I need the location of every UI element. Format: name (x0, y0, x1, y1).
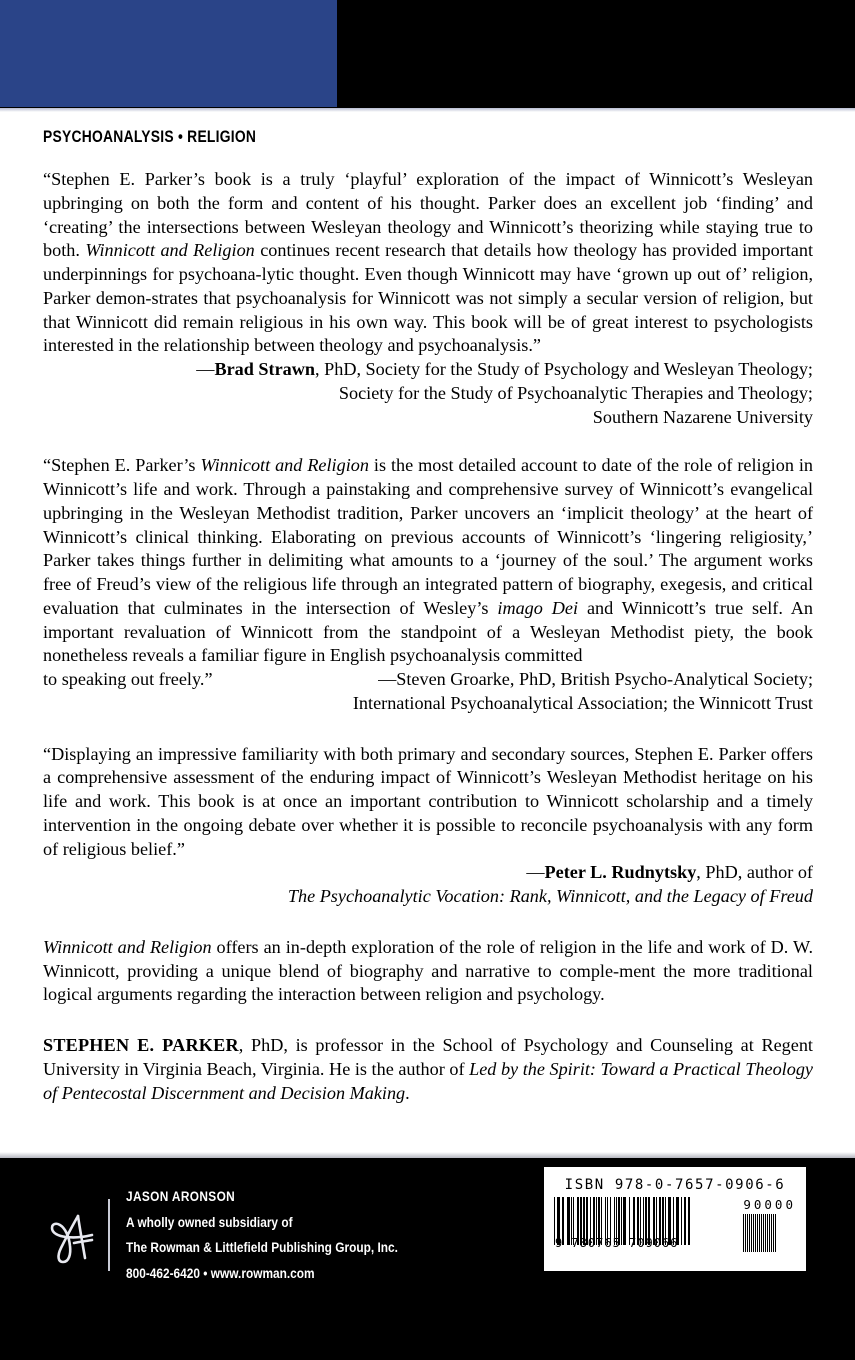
review-quote-1-part2: continues recent research that details how theology has provided important underpinnings for psychoana-lytic thought. Even though Winnicott may have ‘grown up out of’ religion, Parker demon-strates that psychoanalysis for Winnicott was not simply a secular version of religion, but that Winnicott did remain religious in his own way. This book will be of great interest to psychologists interested in the relationship between theology and psychoanalysis.” (43, 240, 814, 356)
ean5-digits: 90000 (743, 1197, 796, 1212)
attribution-3-book-title: The Psychoanalytic Vocation: Rank, Winnicott, and the Legacy of Freud (287, 886, 813, 907)
isbn-barcode (544, 1167, 806, 1271)
top-banner (0, 0, 855, 108)
spacer-4 (43, 1007, 813, 1034)
attribution-dash-1: — (196, 359, 215, 380)
author-bio-text-2: . (405, 1082, 410, 1103)
review-block-1 (43, 168, 813, 429)
author-bio-text-1: , PhD, is professor in the School of Psychology and Counseling at Regent University in Virginia Beach, Virginia. He is the author of (43, 1035, 813, 1079)
attribution-rest-2: , PhD, British Psycho-Analytical Society; (509, 669, 813, 690)
spacer-1 (43, 429, 813, 454)
attribution-name-1: Brad Strawn (214, 359, 316, 380)
back-cover-content (43, 128, 813, 1105)
author-name: STEPHEN E. PARKER (43, 1035, 239, 1056)
banner-shadow (0, 108, 855, 112)
review-quote-1-title: Winnicott and Religion (85, 240, 255, 261)
review-quote-2-italic-phrase: imago Dei (497, 597, 579, 618)
description-title: Winnicott and Religion (43, 936, 212, 957)
spacer-3 (43, 909, 813, 936)
publisher-info (48, 1190, 435, 1280)
attribution-rest-3: , PhD, author of (696, 862, 813, 883)
review-quote-1 (43, 168, 813, 358)
review-quote-2-lastline: to speaking out freely.” (43, 669, 213, 690)
review-quote-2 (43, 454, 813, 668)
review-attribution-2-line1 (43, 668, 813, 692)
publisher-contact-line[interactable]: 800-462-6420 • www.rowman.com (126, 1265, 315, 1281)
review-attribution-3-line2 (43, 885, 813, 909)
publisher-divider (108, 1199, 110, 1271)
spacer-2 (43, 716, 813, 743)
publisher-name: JASON ARONSON (126, 1189, 236, 1204)
description-text: offers an in-depth exploration of the role of religion in the life and work of D. W. Winnicott, providing a unique blend of biography and narrative to comple-ment the more traditional logical arguments regarding the interaction between religion and psychology. (43, 936, 814, 1005)
book-description (43, 936, 813, 1007)
review-quote-3: “Displaying an impressive familiarity with both primary and secondary sources, Stephen E. Parker offers a comprehensive assessment of the enduring impact of Winnicott’s Wesleyan Methodist heritage on his life and work. This book is at once an important contribution to Winnicott scholarship and a timely intervention in the ongoing debate over whether it is possible to reconcile psychoanalysis with any form of religious belief.” (43, 743, 813, 859)
ean5-bars (743, 1214, 796, 1252)
review-attribution-3-line1 (43, 861, 813, 885)
barcode-bars-row (544, 1193, 806, 1252)
review-quote-1-part1: “Stephen E. Parker’s book is a truly ‘playful’ exploration of the impact of Winnicott’s Wesleyan upbringing on both the form and content of his thought. Parker does an excellent job ‘finding’ and ‘creating’ the intersections between Wesleyan theology and Winnicott’s theorizing while staying true to both. (43, 169, 813, 261)
review-quote-2-part2: is the most detailed account to date of the role of religion in Winnicott’s life and work. Through a painstaking and comprehensive survey of Winnicott’s evangelical upbringing in the Wesleyan Methodist tradition, Parker uncovers an ‘implicit theology’ at the heart of Winnicott’s clinical thinking. Elaborating on previous accounts of Winnicott’s ‘lingering religiosity,’ Parker takes things further in delimiting what amounts to a ‘journey of the soul.’ The argument works free of Freud’s view of the religious life through an integrated pattern of biography, exegesis, and critical evaluation that culminates in the intersection of Wesley’s (43, 455, 813, 618)
ean5-addon-barcode (743, 1197, 796, 1252)
jason-aronson-logo-icon (48, 1202, 106, 1268)
attribution-name-2: Steven Groarke (396, 669, 510, 690)
attribution-rest-1: , PhD, Society for the Study of Psychology and Wesleyan Theology; (315, 359, 813, 380)
review-quote-2-part1: “Stephen E. Parker’s (43, 455, 201, 476)
review-attribution-1-line3: Southern Nazarene University (592, 406, 813, 427)
banner-blue-panel (0, 0, 337, 107)
publisher-group-line: The Rowman & Littlefield Publishing Group, Inc. (126, 1240, 398, 1255)
category-header: PSYCHOANALYSIS • RELIGION (43, 128, 257, 146)
review-quote-2-title: Winnicott and Religion (200, 455, 369, 476)
ean13-digits: 9 780765 709066 (555, 1236, 679, 1250)
review-block-3 (43, 743, 813, 909)
review-quote-2-part3: and Winnicott’s true self. An important revaluation of Winnicott from the standpoint of a Wesleyan Methodist piety, the book nonetheless reveals a familiar figure in English psychoanalysis committed (43, 597, 814, 666)
publisher-subsidiary-line: A wholly owned subsidiary of (126, 1214, 293, 1230)
attribution-dash-2: — (378, 669, 397, 690)
attribution-name-3: Peter L. Rudnytsky (544, 862, 697, 883)
attribution-2-inline (378, 668, 813, 692)
review-attribution-1-line1 (43, 358, 813, 382)
isbn-number: ISBN 978-0-7657-0906-6 (564, 1177, 786, 1193)
author-previous-book-title: Led by the Spirit: Toward a Practical Theology of Pentecostal Discernment and Decision Making (43, 1058, 813, 1103)
ean13-barcode (554, 1197, 693, 1250)
review-attribution-1-line2: Society for the Study of Psychoanalytic Therapies and Theology; (338, 382, 813, 403)
review-block-2 (43, 454, 813, 715)
author-bio (43, 1034, 813, 1105)
publisher-text-block (126, 1190, 435, 1280)
attribution-dash-3: — (526, 862, 545, 883)
review-attribution-2-line2: International Psychoanalytical Association; the Winnicott Trust (352, 692, 813, 713)
